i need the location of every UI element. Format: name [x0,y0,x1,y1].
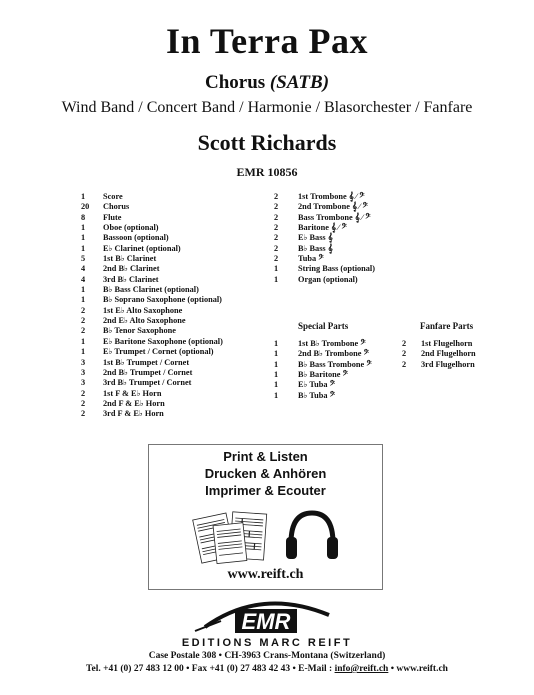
part-row [81,399,223,409]
part-row [81,285,223,295]
part-quantity: 1 [274,359,279,369]
logo-text: EMR [241,609,291,634]
part-name: E♭ Bass 𝄞 [298,233,333,243]
part-name: Bass Trombone 𝄞 ⁄ 𝄢 [298,212,371,222]
part-quantity: 2 [81,388,86,398]
part-row [274,370,372,380]
part-quantity: 2 [274,192,279,201]
part-quantity: 1 [81,285,86,295]
part-row [274,275,375,285]
part-quantity: 2 [81,305,86,315]
part-row [81,244,223,254]
part-name: Organ (optional) [298,274,358,284]
part-quantity: 2 [274,243,279,253]
promo-line-print-listen: Print & Listen [223,449,308,464]
part-row [274,349,372,359]
part-name: String Bass (optional) [298,264,375,274]
print-listen-panel [148,444,383,590]
part-name: E♭ Trumpet / Cornet (optional) [103,347,214,357]
part-quantity: 1 [274,274,279,284]
part-name: 3rd B♭ Trumpet / Cornet [103,378,192,388]
part-row [274,264,375,274]
part-quantity: 2 [402,359,407,369]
part-quantity: 3 [81,357,86,367]
part-name: Oboe (optional) [103,223,159,233]
part-row [81,254,223,264]
part-row [81,326,223,336]
chorus-voices: (SATB) [269,72,330,93]
part-row [402,360,476,370]
part-quantity: 5 [81,254,86,264]
part-row [81,358,223,368]
part-quantity: 1 [81,336,86,346]
part-quantity: 20 [81,202,90,212]
part-row [274,339,372,349]
part-name: 2nd F & E♭ Horn [103,398,165,408]
part-row [81,213,223,223]
part-name: 2nd B♭ Trombone 𝄢 [298,349,369,359]
part-row [274,254,375,264]
part-name: 1st B♭ Trombone 𝄢 [298,339,366,348]
part-quantity: 2 [402,339,407,348]
part-name: 2nd Flugelhorn [421,349,476,359]
part-quantity: 1 [274,370,279,380]
part-quantity: 1 [81,233,86,243]
part-row [274,213,375,223]
ensemble-list: Wind Band / Concert Band / Harmonie / Blasorchester / Fanfare [61,99,473,116]
part-row [81,306,223,316]
part-name: 3rd Flugelhorn [421,359,475,369]
part-name: B♭ Bass Trombone 𝄢 [298,359,372,369]
contact-phone-fax: Tel. +41 (0) 27 483 12 00 • Fax +41 (0) 27 483 42 43 • E-Mail : [86,664,335,674]
part-row [81,316,223,326]
part-quantity: 2 [81,316,86,326]
part-quantity: 1 [81,192,86,201]
part-quantity: 4 [81,274,86,284]
part-row [81,264,223,274]
part-quantity: 2 [274,212,279,222]
sheet-music-headphones-illustration [189,503,339,565]
part-row [274,391,372,401]
composer-name: Scott Richards [197,130,337,155]
fanfare-parts-heading: Fanfare Parts [420,321,474,331]
part-name: E♭ Baritone Saxophone (optional) [103,336,223,346]
part-row [274,244,375,254]
part-row [81,409,223,419]
part-name: 1st Trombone 𝄞 ⁄ 𝄢 [298,192,365,201]
parts-list-left [81,192,223,420]
part-name: B♭ Bass Clarinet (optional) [103,285,199,295]
part-row [81,337,223,347]
part-quantity: 2 [274,202,279,212]
part-name: 1st F & E♭ Horn [103,388,162,398]
part-row [274,202,375,212]
part-row [81,275,223,285]
part-name: Chorus [103,202,130,212]
part-name: 1st B♭ Clarinet [103,254,157,264]
contact-email-link[interactable]: info@reift.ch [334,664,389,674]
part-name: B♭ Baritone 𝄢 [298,370,348,380]
part-name: 1st B♭ Trumpet / Cornet [103,357,190,367]
part-quantity: 4 [81,264,86,274]
part-row [81,202,223,212]
part-name: Score [103,192,123,201]
piece-title: In Terra Pax [165,21,368,61]
part-row [274,360,372,370]
part-name: 2nd E♭ Alto Saxophone [103,316,186,326]
part-quantity: 2 [402,349,407,359]
promo-line-imprimer: Imprimer & Ecouter [205,483,326,498]
chorus-line [0,72,534,94]
catalog-number: EMR 10856 [236,165,298,179]
part-quantity: 1 [81,223,86,233]
part-quantity: 1 [274,264,279,274]
part-name: 2nd B♭ Clarinet [103,264,160,274]
publisher-name: EDITIONS MARC REIFT [181,637,353,649]
part-quantity: 3 [81,378,86,388]
fanfare-parts-list [402,339,476,370]
part-row [81,378,223,388]
part-name: B♭ Bass 𝄞 [298,243,333,253]
part-quantity: 1 [274,390,279,400]
part-name: Bassoon (optional) [103,233,169,243]
part-name: 3rd B♭ Clarinet [103,274,159,284]
part-quantity: 8 [81,212,86,222]
part-row [81,192,223,202]
promo-line-drucken: Drucken & Anhören [204,466,327,481]
part-row [274,192,375,202]
contact-website: • www.reift.ch [388,664,448,674]
part-name: 3rd F & E♭ Horn [103,409,164,419]
part-quantity: 2 [81,398,86,408]
part-name: 1st Flugelhorn [421,339,473,348]
part-name: B♭ Tuba 𝄢 [298,390,335,400]
part-row [81,223,223,233]
part-row [81,233,223,243]
part-name: 2nd Trombone 𝄞 ⁄ 𝄢 [298,202,368,212]
part-row [402,339,476,349]
part-quantity: 3 [81,367,86,377]
emr-logo [191,595,343,640]
part-name: E♭ Clarinet (optional) [103,243,181,253]
part-row [81,368,223,378]
chorus-label: Chorus [204,72,270,93]
part-row [81,389,223,399]
part-quantity: 1 [274,349,279,359]
special-parts-heading: Special Parts [298,321,349,331]
part-quantity: 1 [81,347,86,357]
part-name: Flute [103,212,122,222]
part-row [81,295,223,305]
part-name: 2nd B♭ Trumpet / Cornet [103,367,193,377]
promo-website[interactable]: www.reift.ch [227,567,304,582]
headphones-icon [286,513,338,559]
part-name: 1st E♭ Alto Saxophone [103,305,183,315]
part-name: Tuba 𝄢 [298,254,324,264]
part-quantity: 2 [81,326,86,336]
part-quantity: 2 [81,409,86,419]
part-row [274,380,372,390]
part-quantity: 1 [81,295,86,305]
special-parts-list [274,339,372,401]
part-name: B♭ Soprano Saxophone (optional) [103,295,222,305]
publisher-address: Case Postale 308 • CH-3963 Crans-Montana (Switzerland) [148,651,386,661]
part-name: B♭ Tenor Saxophone [103,326,176,336]
part-quantity: 2 [274,254,279,264]
part-quantity: 1 [81,243,86,253]
sheet-music-icon [193,512,267,564]
parts-list-right [274,192,375,285]
part-quantity: 2 [274,223,279,233]
part-row [274,233,375,243]
part-row [402,349,476,359]
publisher-contact [0,664,534,674]
part-quantity: 1 [274,339,279,348]
part-quantity: 1 [274,380,279,390]
part-name: Baritone 𝄞 ⁄ 𝄢 [298,223,347,233]
part-name: E♭ Tuba 𝄢 [298,380,335,390]
part-quantity: 2 [274,233,279,243]
part-row [274,223,375,233]
part-row [81,347,223,357]
